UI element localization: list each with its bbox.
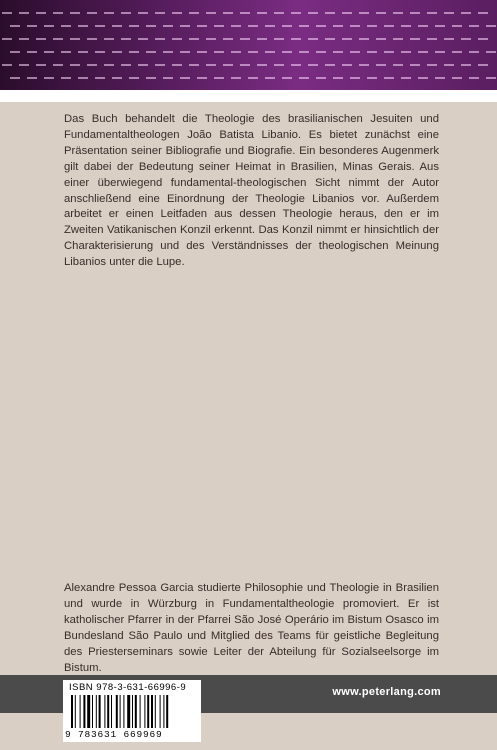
header-dash: [367, 51, 377, 53]
header-dash: [248, 25, 258, 27]
header-dash: [444, 64, 454, 66]
header-dash: [376, 64, 386, 66]
header-dash: [163, 51, 173, 53]
barcode-bar: [71, 695, 73, 728]
header-dash: [95, 77, 105, 79]
header-dash: [163, 77, 173, 79]
header-dash: [223, 64, 233, 66]
header-dash: [53, 38, 63, 40]
header-dash: [452, 77, 462, 79]
header-dash: [444, 38, 454, 40]
header-dash: [95, 51, 105, 53]
header-dash: [231, 77, 241, 79]
header-dash: [129, 25, 139, 27]
header-dash: [104, 12, 114, 14]
header-dash: [257, 64, 267, 66]
barcode-bar: [92, 695, 93, 728]
barcode-bar: [151, 695, 153, 728]
header-dash: [478, 64, 488, 66]
header-dash: [401, 51, 411, 53]
header-dash: [461, 38, 471, 40]
header-dash: [70, 12, 80, 14]
header-dash: [36, 64, 46, 66]
header-dash: [87, 12, 97, 14]
header-dash: [53, 64, 63, 66]
barcode-bar: [140, 695, 141, 728]
barcode-bar: [144, 695, 145, 728]
barcode-digits: 9 783631 669969: [65, 729, 163, 740]
publisher-url[interactable]: www.peterlang.com: [332, 686, 441, 698]
header-dash: [410, 12, 420, 14]
header-dash: [146, 51, 156, 53]
header-dash: [206, 12, 216, 14]
header-dash: [418, 77, 428, 79]
barcode-bar: [83, 695, 85, 728]
barcode-bar: [160, 695, 161, 728]
header-dash: [342, 64, 352, 66]
header-dash: [333, 25, 343, 27]
header-dash: [393, 64, 403, 66]
header-dash: [121, 38, 131, 40]
barcode-bar: [166, 695, 168, 728]
header-dash: [36, 12, 46, 14]
header-dash: [401, 77, 411, 79]
header-dash: [333, 77, 343, 79]
header-dash: [61, 25, 71, 27]
header-dash: [308, 38, 318, 40]
header-dash: [367, 25, 377, 27]
header-dash: [112, 51, 122, 53]
header-dash: [274, 38, 284, 40]
header-dash: [452, 51, 462, 53]
header-dash: [299, 77, 309, 79]
barcode-bar: [163, 695, 164, 728]
barcode-bar: [155, 695, 156, 728]
header-dash: [104, 64, 114, 66]
header-dash: [299, 51, 309, 53]
header-dash: [486, 77, 496, 79]
header-dash: [19, 12, 29, 14]
header-dash: [206, 64, 216, 66]
header-dash: [78, 77, 88, 79]
header-dash: [240, 38, 250, 40]
header-dash: [146, 77, 156, 79]
header-dash: [155, 12, 165, 14]
header-dash: [316, 51, 326, 53]
header-dash: [452, 25, 462, 27]
header-dash: [435, 77, 445, 79]
header-dash: [197, 25, 207, 27]
header-dash: [384, 77, 394, 79]
isbn-text: ISBN 978-3-631-66996-9: [69, 682, 187, 693]
header-dash: [325, 64, 335, 66]
header-dash: [350, 25, 360, 27]
header-dash: [61, 77, 71, 79]
header-dash: [308, 64, 318, 66]
header-dash: [486, 25, 496, 27]
header-dash: [410, 38, 420, 40]
header-dash: [53, 12, 63, 14]
header-dash: [401, 25, 411, 27]
header-dash: [325, 12, 335, 14]
header-dash: [384, 25, 394, 27]
header-dash: [2, 38, 12, 40]
header-dash: [282, 51, 292, 53]
header-dash: [342, 38, 352, 40]
header-dash: [206, 38, 216, 40]
header-dash: [274, 64, 284, 66]
header-dash: [223, 12, 233, 14]
decorative-header-band: [0, 0, 497, 90]
barcode-bar: [87, 695, 90, 728]
header-dash: [44, 77, 54, 79]
header-dash: [95, 25, 105, 27]
header-dash: [333, 51, 343, 53]
header-dash: [274, 12, 284, 14]
header-dash: [78, 51, 88, 53]
header-dash: [308, 12, 318, 14]
header-dash: [231, 51, 241, 53]
header-dash: [155, 38, 165, 40]
header-dash: [418, 25, 428, 27]
header-dash: [70, 38, 80, 40]
header-dash: [214, 51, 224, 53]
header-dash: [36, 38, 46, 40]
barcode-bar: [99, 695, 101, 728]
header-dash: [384, 51, 394, 53]
header-dash: [197, 51, 207, 53]
header-dash: [427, 38, 437, 40]
header-dash: [325, 38, 335, 40]
header-dash: [138, 38, 148, 40]
header-dash: [240, 64, 250, 66]
header-dash: [2, 64, 12, 66]
header-dash: [376, 12, 386, 14]
header-dash: [299, 25, 309, 27]
header-dash: [19, 64, 29, 66]
header-dash: [265, 25, 275, 27]
header-dash: [189, 38, 199, 40]
header-dash: [112, 77, 122, 79]
header-dash: [427, 12, 437, 14]
header-dash: [257, 38, 267, 40]
header-dash: [104, 38, 114, 40]
header-dash: [112, 25, 122, 27]
header-dash: [214, 77, 224, 79]
header-dash: [78, 25, 88, 27]
header-dash: [172, 38, 182, 40]
barcode-bar: [132, 695, 133, 728]
header-dash: [461, 64, 471, 66]
header-dash: [461, 12, 471, 14]
header-dash: [27, 77, 37, 79]
author-biography: Alexandre Pessoa Garcia studierte Philosophie und Theologie in Brasilien und wurde in Würzburg in Fundamentaltheologie promoviert. Er ist katholischer Pfarrer in der Pfarrei São José Operário im Bistum Osasco im Bundesland São Paulo und Mitglied des Teams für geistliche Begleitung des Priesterseminars sowie Leiter der Abteilung für Sozialseelsorge im Bistum.: [64, 582, 439, 674]
header-dash: [248, 77, 258, 79]
header-dash: [87, 38, 97, 40]
header-dash: [27, 25, 37, 27]
header-dash: [189, 12, 199, 14]
barcode-bar: [96, 695, 97, 728]
barcode-bar: [111, 695, 112, 728]
book-description: Das Buch behandelt die Theologie des brasilianischen Jesuiten und Fundamentaltheologen João Batista Libanio. Es bietet zunächst eine Präsentation seiner Bibliografie und Biografie. Ein besonderes Augenmerk gilt dabei der Bedeutung seiner Heimat in Brasilien, Minas Gerais. Aus einer überwiegend fundamental-theologischen Sicht nimmt der Autor anschließend eine Einordnung der Theologie Libanios vor. Außerdem arbeitet er einen Leitfaden aus dessen Theologie heraus, den er im Zweiten Vatikanischen Konzil erkennt. Das Konzil nimmt er hinsichtlich der Charakterisierung und des Verständnisses der theologischen Meinung Libanios unter die Lupe.: [64, 113, 439, 269]
header-dash: [2, 12, 12, 14]
header-dash: [435, 25, 445, 27]
barcode-graphic: [71, 695, 193, 728]
header-dash: [469, 77, 479, 79]
header-dash: [10, 51, 20, 53]
barcode-bar: [104, 695, 105, 728]
header-divider: [0, 90, 497, 102]
barcode-bar: [120, 695, 121, 728]
header-dash: [180, 51, 190, 53]
header-dash: [359, 64, 369, 66]
header-dash: [478, 38, 488, 40]
header-dash: [291, 64, 301, 66]
header-dash: [27, 51, 37, 53]
header-dash: [70, 64, 80, 66]
header-dash: [486, 51, 496, 53]
barcode-bar: [116, 695, 118, 728]
header-dash: [350, 51, 360, 53]
header-dash: [163, 25, 173, 27]
header-dash: [61, 51, 71, 53]
header-dash: [342, 12, 352, 14]
header-dash: [146, 25, 156, 27]
header-dash: [435, 51, 445, 53]
header-dash: [393, 38, 403, 40]
header-dash: [469, 25, 479, 27]
header-dash: [367, 77, 377, 79]
header-dash: [427, 64, 437, 66]
barcode-bar: [107, 695, 109, 728]
header-dash: [359, 38, 369, 40]
header-dash: [359, 12, 369, 14]
barcode-bar: [75, 695, 76, 728]
header-dash: [410, 64, 420, 66]
header-dash: [231, 25, 241, 27]
header-dash: [172, 12, 182, 14]
header-dash: [197, 77, 207, 79]
barcode-area: [63, 680, 201, 742]
header-dash: [129, 51, 139, 53]
header-dash: [350, 77, 360, 79]
header-dash: [10, 77, 20, 79]
barcode-bar: [80, 695, 81, 728]
barcode-bar: [127, 695, 130, 728]
header-dash: [19, 38, 29, 40]
header-dash: [223, 38, 233, 40]
header-dash: [248, 51, 258, 53]
header-dash: [172, 64, 182, 66]
header-dash: [444, 12, 454, 14]
header-dash: [257, 12, 267, 14]
header-dash: [265, 77, 275, 79]
header-dash: [189, 64, 199, 66]
header-dash: [129, 77, 139, 79]
header-dash: [10, 25, 20, 27]
header-dash: [87, 64, 97, 66]
header-dash: [121, 64, 131, 66]
header-dash: [291, 12, 301, 14]
header-dash: [418, 51, 428, 53]
header-dash: [316, 77, 326, 79]
header-dash: [265, 51, 275, 53]
header-dash: [240, 12, 250, 14]
header-dash: [376, 38, 386, 40]
header-dash: [291, 38, 301, 40]
header-dash: [44, 51, 54, 53]
header-dash: [393, 12, 403, 14]
dash-pattern: [0, 0, 497, 90]
header-dash: [316, 25, 326, 27]
header-dash: [44, 25, 54, 27]
header-dash: [155, 64, 165, 66]
header-dash: [180, 77, 190, 79]
barcode-bar: [123, 695, 124, 728]
header-dash: [282, 25, 292, 27]
header-dash: [121, 12, 131, 14]
barcode-bar: [147, 695, 149, 728]
header-dash: [180, 25, 190, 27]
header-dash: [138, 64, 148, 66]
header-dash: [478, 12, 488, 14]
header-dash: [138, 12, 148, 14]
header-dash: [469, 51, 479, 53]
barcode-bar: [135, 695, 137, 728]
header-dash: [282, 77, 292, 79]
header-dash: [214, 25, 224, 27]
